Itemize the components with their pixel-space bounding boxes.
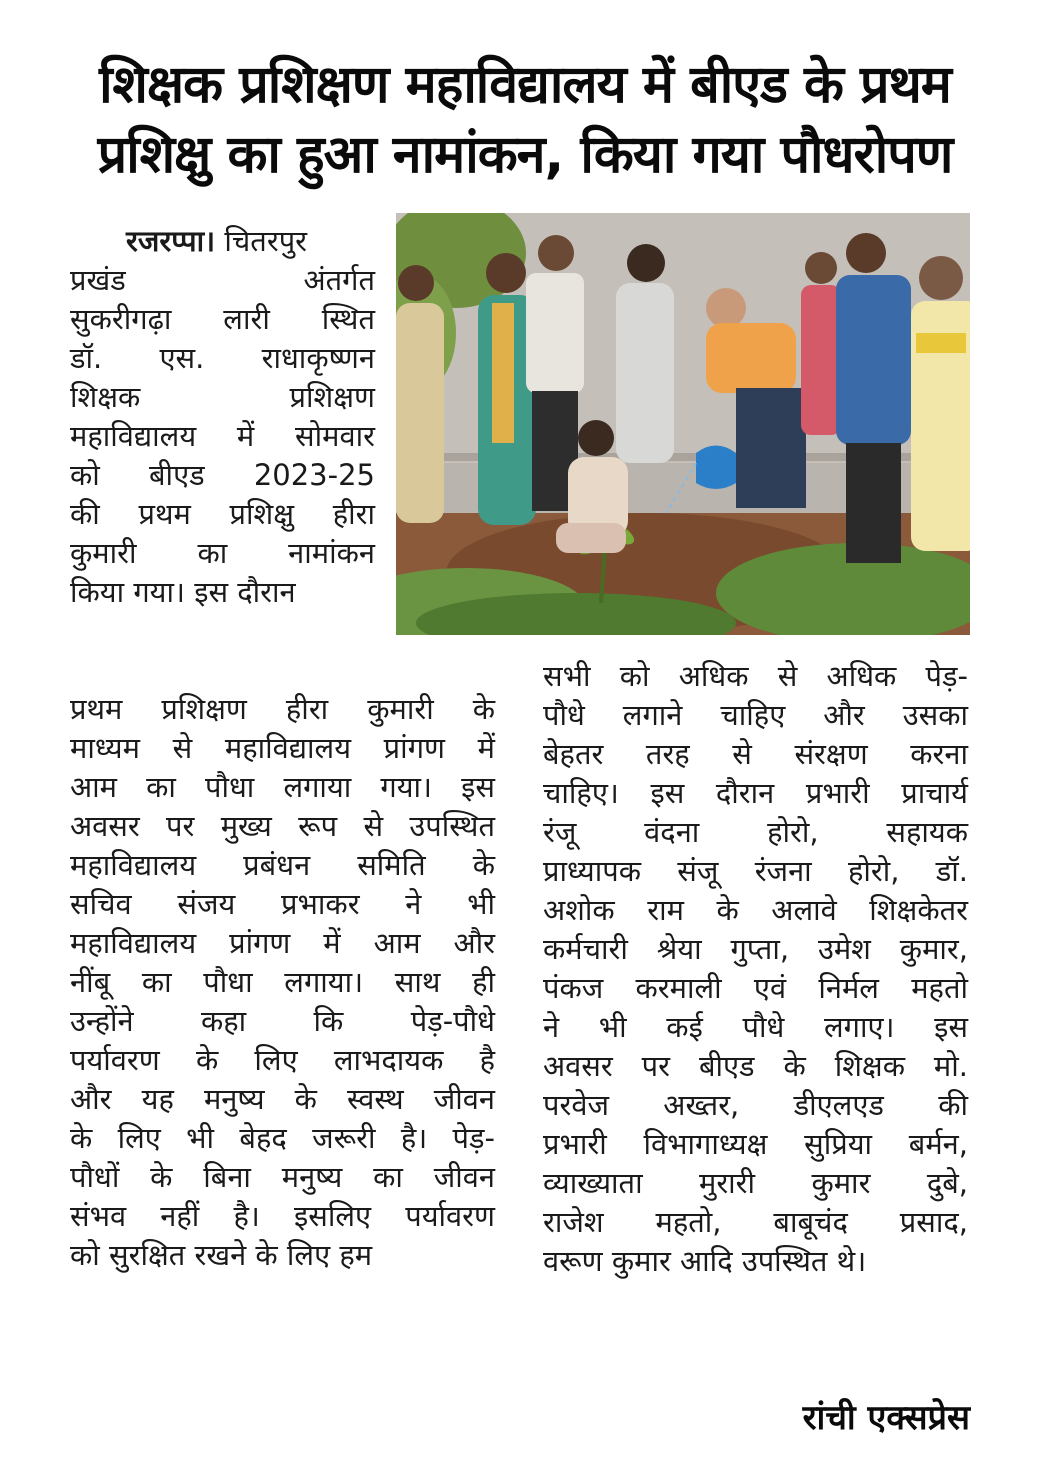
article-line: सचिव संजय प्रभाकर ने भी: [70, 887, 495, 921]
article-line: रंजू वंदना होरो, सहायक: [543, 815, 968, 849]
article-line: पौधे लगाने चाहिए और उसका: [543, 698, 968, 732]
article-line: अवसर पर मुख्य रूप से उपस्थित: [70, 809, 495, 843]
article-line: को बीएड 2023-25: [70, 458, 375, 492]
article-line: चाहिए। इस दौरान प्रभारी प्राचार्य: [543, 776, 968, 810]
article-line: महाविद्यालय प्रबंधन समिति के: [70, 848, 495, 882]
article-line: शिक्षक प्रशिक्षण: [70, 380, 375, 414]
article-line: वरूण कुमार आदि उपस्थित थे।: [543, 1244, 867, 1278]
article-line: सभी को अधिक से अधिक पेड़-: [543, 659, 968, 693]
article-line-text: चितरपुर: [224, 224, 308, 258]
article-line: महाविद्यालय प्रांगण में आम और: [70, 926, 495, 960]
article-line: पर्यावरण के लिए लाभदायक है: [70, 1043, 495, 1077]
article-line: की प्रथम प्रशिक्षु हीरा: [70, 497, 375, 531]
dateline: रजरप्पा।: [126, 224, 216, 258]
article-column-c: [543, 657, 968, 1281]
article-line: ने भी कई पौधे लगाए। इस: [543, 1010, 968, 1044]
article-line: पंकज करमाली एवं निर्मल महतो: [543, 971, 968, 1005]
article-line: को सुरक्षित रखने के लिए हम: [70, 1238, 373, 1272]
article-line: व्याख्याता मुरारी कुमार दुबे,: [543, 1166, 968, 1200]
article-line: प्राध्यापक संजू रंजना होरो, डॉ.: [543, 854, 968, 888]
news-photo: [396, 213, 970, 635]
article-line: के लिए भी बेहद जरूरी है। पेड़-: [70, 1121, 495, 1155]
article-line: आम का पौधा लगाया गया। इस: [70, 770, 495, 804]
article-line: महाविद्यालय में सोमवार: [70, 419, 375, 453]
article-line: और यह मनुष्य के स्वस्थ जीवन: [70, 1082, 495, 1116]
article-line: डॉ. एस. राधाकृष्णन: [70, 341, 375, 375]
article-line: पौधों के बिना मनुष्य का जीवन: [70, 1160, 495, 1194]
article-line: प्रथम प्रशिक्षण हीरा कुमारी के: [70, 692, 495, 726]
article-line: परवेज अख्तर, डीएलएड की: [543, 1088, 968, 1122]
article-line: किया गया। इस दौरान: [70, 575, 296, 609]
article-line: [70, 222, 375, 261]
article-line: प्रखंड अंतर्गत: [70, 263, 375, 297]
group-of-people-planting-sapling-icon: [396, 213, 970, 635]
headline-line-1: शिक्षक प्रशिक्षण महाविद्यालय में बीएड के प्रथम: [99, 55, 951, 115]
article-line: अवसर पर बीएड के शिक्षक मो.: [543, 1049, 968, 1083]
article-column-a: [70, 222, 375, 612]
headline: [30, 50, 1020, 190]
article-column-b: [70, 690, 495, 1275]
article-line: बेहतर तरह से संरक्षण करना: [543, 737, 968, 771]
article-line: माध्यम से महाविद्यालय प्रांगण में: [70, 731, 495, 765]
article-line: सुकरीगढ़ा लारी स्थित: [70, 302, 375, 336]
article-line: कुमारी का नामांकन: [70, 536, 375, 570]
publisher-name: रांची एक्सप्रेस: [802, 1398, 970, 1438]
article-line: नींबू का पौधा लगाया। साथ ही: [70, 965, 495, 999]
article-line: उन्होंने कहा कि पेड़-पौधे: [70, 1004, 495, 1038]
article-line: प्रभारी विभागाध्यक्ष सुप्रिया बर्मन,: [543, 1127, 968, 1161]
article-line: अशोक राम के अलावे शिक्षकेतर: [543, 893, 968, 927]
headline-line-2: प्रशिक्षु का हुआ नामांकन, किया गया पौधरोपण: [97, 125, 953, 185]
article-line: संभव नहीं है। इसलिए पर्यावरण: [70, 1199, 495, 1233]
article-line: राजेश महतो, बाबूचंद प्रसाद,: [543, 1205, 968, 1239]
article-line: कर्मचारी श्रेया गुप्ता, उमेश कुमार,: [543, 932, 968, 966]
